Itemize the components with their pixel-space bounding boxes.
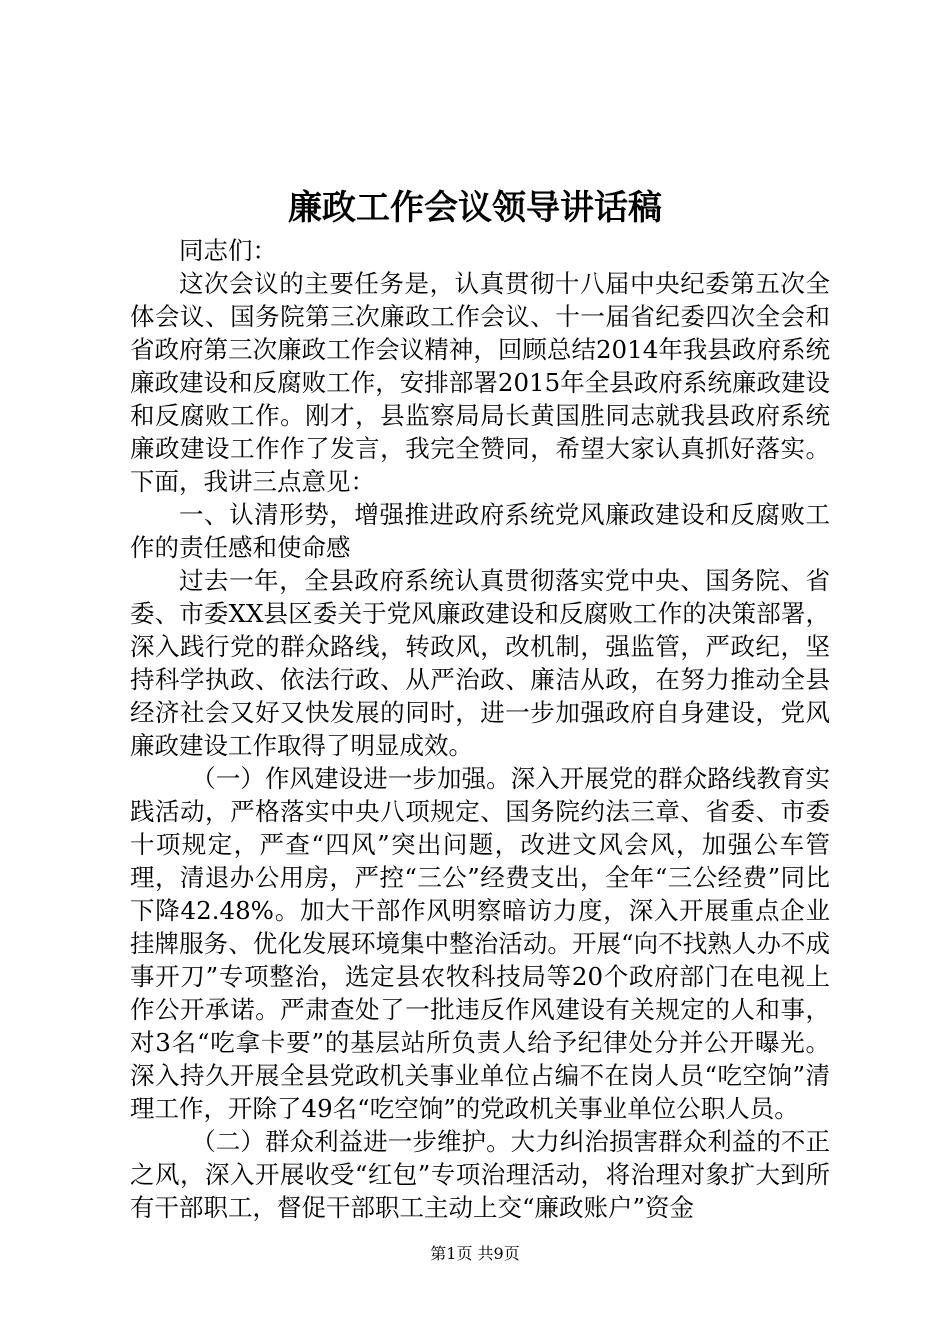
section-heading: 一、认清形势，增强推进政府系统党风廉政建设和反腐败工作的责任感和使命感 (130, 500, 830, 562)
paragraph: （二）群众利益进一步维护。大力纠治损害群众利益的不正之风，深入开展收受“红包”专项治理活动，将治理对象扩大到所有干部职工，督促干部职工主动上交“廉政账户”资金 (130, 1127, 830, 1222)
paragraph: （一）作风建设进一步加强。深入开展党的群众路线教育实践活动，严格落实中央八项规定、国务院约法三章、省委、市委十项规定，严查“四风”突出问题，改进文风会风，加强公车管理，清退办公用房，严控“三公”经费支出，全年“三公经费”同比下降42.48%。加大干部作风明察暗访力度，深入开展重点企业挂牌服务、优化发展环境集中整治活动。开展“向不找熟人办不成事开刀”专项整治，选定县农牧科技局等20个政府部门在电视上作公开承诺。严肃查处了一批违反作风建设有关规定的人和事，对3名“吃拿卡要”的基层站所负责人给予纪律处分并公开曝光。深入持久开展全县党政机关事业单位占编不在岗人员“吃空饷”清理工作，开除了49名“吃空饷”的党政机关事业单位公职人员。 (130, 764, 830, 1123)
page-number: 第1页 共9页 (430, 1244, 520, 1263)
paragraph: 这次会议的主要任务是，认真贯彻十八届中央纪委第五次全体会议、国务院第三次廉政工作会议、十一届省纪委四次全会和省政府第三次廉政工作会议精神，回顾总结2014年我县政府系统廉政建设和反腐败工作，安排部署2015年全县政府系统廉政建设和反腐败工作。刚才，县监察局局长黄国胜同志就我县政府系统廉政建设工作作了发言，我完全赞同，希望大家认真抓好落实。下面，我讲三点意见： (130, 269, 830, 496)
document-title: 廉政工作会议领导讲话稿 (288, 188, 662, 228)
document-body (130, 234, 830, 1224)
paragraph: 过去一年，全县政府系统认真贯彻落实党中央、国务院、省委、市委XX县区委关于党风廉政建设和反腐败工作的决策部署，深入践行党的群众路线，转政风，改机制，强监管，严政纪，坚持科学执政、依法行政、从严治政、廉洁从政，在努力推动全县经济社会又好又快发展的同时，进一步加强政府自身建设，党风廉政建设工作取得了明显成效。 (130, 566, 830, 760)
greeting: 同志们： (179, 236, 277, 265)
